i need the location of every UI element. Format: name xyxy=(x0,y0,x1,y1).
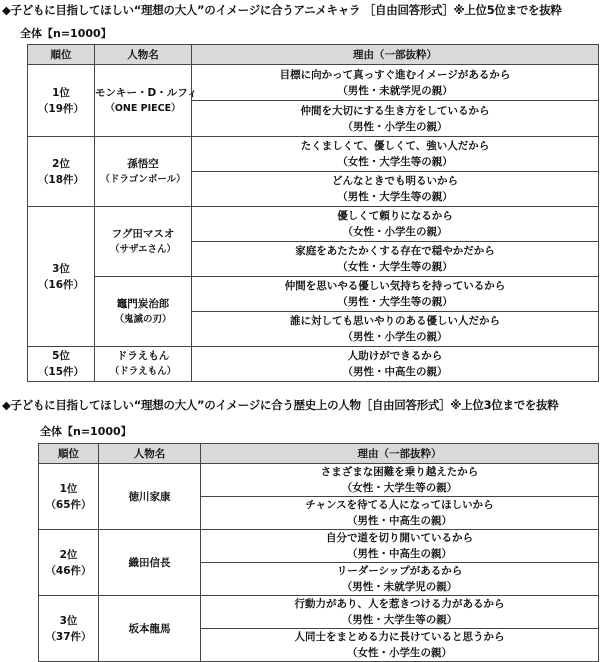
table-row xyxy=(28,347,599,382)
header-name: 人物名 xyxy=(95,45,192,65)
reason-text: 目標に向かって真っすぐ進むイメージがあるから xyxy=(279,68,511,81)
rank-count: （16件） xyxy=(37,278,85,291)
header-rank: 順位 xyxy=(28,45,95,65)
reason-respondent: （男性・未就学児の親） xyxy=(337,84,453,97)
reason-cell xyxy=(201,563,599,596)
reason-text: リーダーシップがあるから xyxy=(336,565,463,577)
reason-respondent: （男性・大学生等の親） xyxy=(341,614,458,626)
reason-respondent: （男性・未就学児の親） xyxy=(341,581,458,593)
person-source: （ドラゴンボール） xyxy=(100,173,186,185)
reason-text: 家庭をあたたかくする存在で穏やかだから xyxy=(295,245,495,257)
reason-text: 誰に対しても思いやりのある優しい人だから xyxy=(290,315,500,327)
reason-respondent: （男性・大学生等の親） xyxy=(337,296,453,308)
reason-cell xyxy=(192,242,599,277)
header-rank: 順位 xyxy=(39,444,99,464)
reason-cell xyxy=(192,172,599,207)
person-name: 織田信長 xyxy=(128,556,171,569)
reason-respondent: （男性・小学生の親） xyxy=(342,120,448,133)
person-cell xyxy=(95,277,192,347)
person-source: （ONE PIECE） xyxy=(105,102,181,114)
table-row xyxy=(39,596,599,629)
table-row xyxy=(28,277,599,312)
rank-label: 2位 xyxy=(59,548,78,561)
reason-respondent: （女性・小学生の親） xyxy=(342,226,448,238)
table-row xyxy=(39,464,599,497)
rank-cell xyxy=(28,65,95,137)
reason-cell xyxy=(192,207,599,242)
reason-cell xyxy=(192,101,599,137)
person-cell xyxy=(95,65,198,137)
person-source: （鬼滅の刃） xyxy=(114,313,172,325)
section1-subtitle: 全体【n=1000】 xyxy=(20,27,112,40)
reason-cell xyxy=(201,629,599,662)
historical-figure-table xyxy=(38,443,599,662)
person-cell xyxy=(95,207,192,277)
table-header-row xyxy=(39,444,599,464)
rank-cell xyxy=(28,347,95,382)
reason-respondent: （男性・中高生の親） xyxy=(347,548,452,560)
rank-label: 5位 xyxy=(52,350,70,362)
reason-text: さまざまな困難を乗り越えたから xyxy=(320,466,479,478)
rank-count: （37件） xyxy=(45,630,92,643)
person-cell xyxy=(95,137,192,207)
person-cell xyxy=(95,347,192,382)
reason-respondent: （男性・中高生の親） xyxy=(347,515,452,527)
person-cell xyxy=(99,596,201,662)
rank-count: （18件） xyxy=(37,173,85,186)
reason-respondent: （女性・小学生の親） xyxy=(347,647,452,659)
reason-cell xyxy=(201,464,599,497)
reason-cell xyxy=(192,347,599,382)
rank-cell xyxy=(39,530,99,596)
rank-count: （65件） xyxy=(45,498,92,511)
table-row xyxy=(28,65,599,101)
rank-count: （19件） xyxy=(37,102,85,115)
person-name: フグ田マスオ xyxy=(111,227,175,240)
reason-cell xyxy=(192,312,599,347)
section2-title: ◆子どもに目指してほしい“理想の大人”のイメージに合う歴史上の人物［自由回答形式］※上位3位までを抜粋 xyxy=(2,398,559,412)
reason-respondent: （男性・大学生等の親） xyxy=(337,191,453,203)
reason-respondent: （女性・大学生等の親） xyxy=(341,482,458,494)
table-row xyxy=(28,137,599,172)
section2-subtitle: 全体【n=1000】 xyxy=(40,425,132,438)
reason-text: 人助けができるから xyxy=(347,350,443,362)
reason-cell xyxy=(192,137,599,172)
person-name: 徳川家康 xyxy=(128,490,171,503)
reason-text: 人同士をまとめる力に長けていると思うから xyxy=(294,631,505,643)
person-name: 孫悟空 xyxy=(127,157,159,170)
header-name: 人物名 xyxy=(99,444,201,464)
person-cell xyxy=(99,464,201,530)
reason-cell xyxy=(192,277,599,312)
reason-text: たくましくて、優しくて、強い人だから xyxy=(300,140,490,152)
rank-label: 1位 xyxy=(59,482,78,495)
reason-respondent: （女性・大学生等の親） xyxy=(337,156,453,168)
rank-cell xyxy=(39,464,99,530)
reason-respondent: （女性・大学生等の親） xyxy=(337,261,453,273)
rank-cell xyxy=(39,596,99,662)
header-reason: 理由（一部抜粋） xyxy=(192,45,599,65)
table-row xyxy=(28,207,599,242)
section1-title: ◆子どもに目指してほしい“理想の大人”のイメージに合うアニメキャラ ［自由回答形式］※上位5位までを抜粋 xyxy=(2,3,562,17)
rank-count: （15件） xyxy=(37,366,85,378)
reason-cell xyxy=(192,65,599,101)
reason-text: 仲間を思いやる優しい気持ちを持っているから xyxy=(284,280,506,292)
rank-label: 2位 xyxy=(52,157,70,170)
rank-label: 1位 xyxy=(52,86,70,99)
rank-label: 3位 xyxy=(52,262,70,275)
person-source: （ドラえもん） xyxy=(109,366,177,377)
reason-text: 仲間を大切にする生き方をしているから xyxy=(300,104,490,117)
reason-text: 自分で道を切り開いているから xyxy=(326,532,473,544)
person-cell xyxy=(99,530,201,596)
rank-count: （46件） xyxy=(45,564,92,577)
header-reason: 理由（一部抜粋） xyxy=(201,444,599,464)
anime-character-table xyxy=(27,44,599,382)
reason-respondent: （男性・小学生の親） xyxy=(342,331,448,343)
person-name: ドラえもん xyxy=(116,350,170,362)
reason-text: 行動力があり、人を惹きつける力があるから xyxy=(294,598,505,610)
person-name: 坂本龍馬 xyxy=(128,622,171,635)
reason-text: どんなときでも明るいから xyxy=(332,175,458,187)
reason-cell xyxy=(201,596,599,629)
reason-respondent: （男性・中高生の親） xyxy=(342,366,448,378)
reason-text: 優しくて頼りになるから xyxy=(337,210,453,222)
person-name: モンキー・D・ルフィ xyxy=(95,86,198,99)
reason-text: チャンスを待てる人になってほしいから xyxy=(305,499,494,511)
person-source: （サザエさん） xyxy=(109,243,177,255)
rank-label: 3位 xyxy=(59,614,78,627)
rank-cell xyxy=(28,207,95,347)
reason-cell xyxy=(201,530,599,563)
rank-cell xyxy=(28,137,95,207)
table-row xyxy=(39,530,599,563)
reason-cell xyxy=(201,497,599,530)
person-name: 竈門炭治郎 xyxy=(116,297,170,310)
table-header-row xyxy=(28,45,599,65)
